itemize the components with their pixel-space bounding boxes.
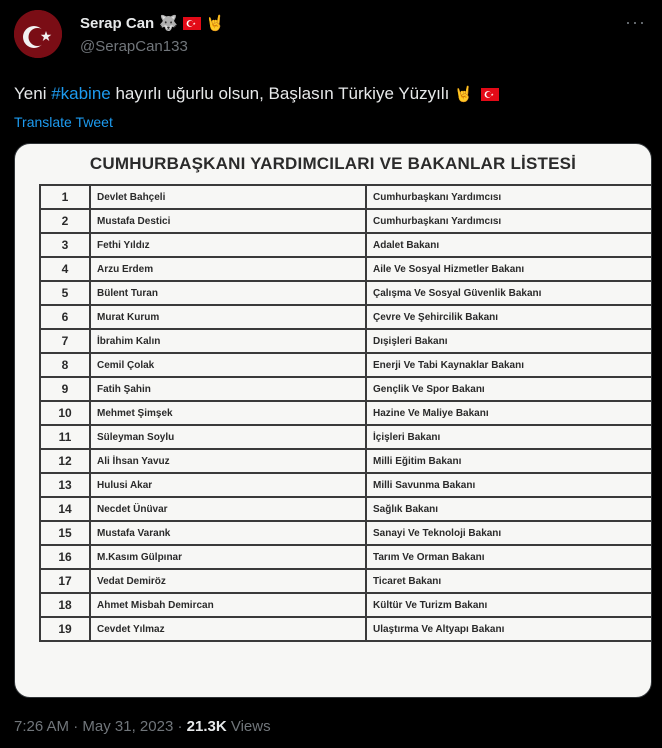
row-number: 16	[40, 545, 90, 569]
table-row	[40, 185, 652, 209]
table-row	[40, 449, 652, 473]
row-role: Sağlık Bakanı	[366, 497, 652, 521]
row-role: Kültür Ve Turizm Bakanı	[366, 593, 652, 617]
row-number: 4	[40, 257, 90, 281]
row-role: Enerji Ve Tabi Kaynaklar Bakanı	[366, 353, 652, 377]
table-row	[40, 545, 652, 569]
translate-tweet-link[interactable]: Translate Tweet	[14, 114, 113, 130]
tweet-text-end: hayırlı uğurlu olsun, Başlasın Türkiye Yüzyılı	[110, 84, 455, 103]
row-role: Ulaştırma Ve Altyapı Bakanı	[366, 617, 652, 641]
views-label: Views	[226, 718, 271, 735]
sign-of-horns-icon: 🤘	[454, 86, 473, 103]
row-role: Hazine Ve Maliye Bakanı	[366, 401, 652, 425]
row-name: Vedat Demiröz	[90, 569, 366, 593]
list-title: CUMHURBAŞKANI YARDIMCILARI VE BAKANLAR LİSTESİ	[89, 154, 577, 173]
row-role: Aile Ve Sosyal Hizmetler Bakanı	[366, 257, 652, 281]
row-name: İbrahim Kalın	[90, 329, 366, 353]
author-name-row	[80, 14, 225, 32]
hashtag-link[interactable]: #kabine	[51, 84, 111, 103]
table-row	[40, 617, 652, 641]
row-role: Adalet Bakanı	[366, 233, 652, 257]
row-number: 1	[40, 185, 90, 209]
row-number: 13	[40, 473, 90, 497]
views-count: 21.3K	[186, 718, 227, 735]
row-role: Cumhurbaşkanı Yardımcısı	[366, 185, 652, 209]
row-number: 19	[40, 617, 90, 641]
row-role: İçişleri Bakanı	[366, 425, 652, 449]
row-role: Milli Savunma Bakanı	[366, 473, 652, 497]
row-number: 2	[40, 209, 90, 233]
meta-separator: ·	[69, 718, 83, 735]
more-horizontal-icon[interactable]: ···	[625, 12, 646, 32]
row-name: Devlet Bahçeli	[90, 185, 366, 209]
table-row	[40, 353, 652, 377]
table-row	[40, 473, 652, 497]
row-name: Fethi Yıldız	[90, 233, 366, 257]
row-number: 9	[40, 377, 90, 401]
row-name: Murat Kurum	[90, 305, 366, 329]
turkey-flag-icon	[481, 88, 499, 101]
table-row	[40, 425, 652, 449]
row-name: Ahmet Misbah Demircan	[90, 593, 366, 617]
row-name: Cemil Çolak	[90, 353, 366, 377]
row-name: Bülent Turan	[90, 281, 366, 305]
tweet-image[interactable]	[14, 143, 652, 698]
table-row	[40, 281, 652, 305]
avatar[interactable]	[14, 10, 62, 58]
tweet-meta	[14, 718, 271, 735]
row-role: Ticaret Bakanı	[366, 569, 652, 593]
row-role: Gençlik Ve Spor Bakanı	[366, 377, 652, 401]
row-number: 6	[40, 305, 90, 329]
row-number: 3	[40, 233, 90, 257]
crescent-star-icon	[14, 10, 62, 58]
row-role: Milli Eğitim Bakanı	[366, 449, 652, 473]
row-number: 17	[40, 569, 90, 593]
ministers-table	[39, 184, 652, 642]
row-name: Mustafa Destici	[90, 209, 366, 233]
row-name: Süleyman Soylu	[90, 425, 366, 449]
table-row	[40, 497, 652, 521]
row-role: Çalışma Ve Sosyal Güvenlik Bakanı	[366, 281, 652, 305]
author-display-name[interactable]: Serap Can	[80, 14, 155, 32]
row-name: Necdet Ünüvar	[90, 497, 366, 521]
row-number: 7	[40, 329, 90, 353]
tweet-time[interactable]: 7:26 AM	[14, 718, 70, 735]
wolf-icon: 🐺	[159, 14, 178, 32]
row-name: Fatih Şahin	[90, 377, 366, 401]
table-row	[40, 305, 652, 329]
row-name: Arzu Erdem	[90, 257, 366, 281]
row-name: Mehmet Şimşek	[90, 401, 366, 425]
row-number: 14	[40, 497, 90, 521]
row-number: 15	[40, 521, 90, 545]
table-row	[40, 569, 652, 593]
row-role: Cumhurbaşkanı Yardımcısı	[366, 209, 652, 233]
row-name: Cevdet Yılmaz	[90, 617, 366, 641]
table-row	[40, 233, 652, 257]
row-number: 5	[40, 281, 90, 305]
row-number: 10	[40, 401, 90, 425]
row-role: Sanayi Ve Teknoloji Bakanı	[366, 521, 652, 545]
row-number: 12	[40, 449, 90, 473]
row-name: Hulusi Akar	[90, 473, 366, 497]
table-row	[40, 257, 652, 281]
table-row	[40, 401, 652, 425]
meta-separator: ·	[173, 718, 187, 735]
row-role: Dışişleri Bakanı	[366, 329, 652, 353]
table-row	[40, 377, 652, 401]
row-name: Mustafa Varank	[90, 521, 366, 545]
table-row	[40, 329, 652, 353]
table-row	[40, 521, 652, 545]
table-row	[40, 209, 652, 233]
turkey-flag-icon	[183, 17, 201, 30]
row-role: Tarım Ve Orman Bakanı	[366, 545, 652, 569]
row-role: Çevre Ve Şehircilik Bakanı	[366, 305, 652, 329]
row-number: 18	[40, 593, 90, 617]
row-name: M.Kasım Gülpınar	[90, 545, 366, 569]
author-handle[interactable]: @SerapCan133	[80, 38, 188, 55]
sign-of-horns-icon: 🤘	[205, 15, 225, 32]
tweet-text-start: Yeni	[14, 84, 52, 103]
row-number: 11	[40, 425, 90, 449]
tweet-text	[14, 84, 499, 104]
row-name: Ali İhsan Yavuz	[90, 449, 366, 473]
tweet-date[interactable]: May 31, 2023	[82, 718, 174, 735]
row-number: 8	[40, 353, 90, 377]
table-row	[40, 593, 652, 617]
